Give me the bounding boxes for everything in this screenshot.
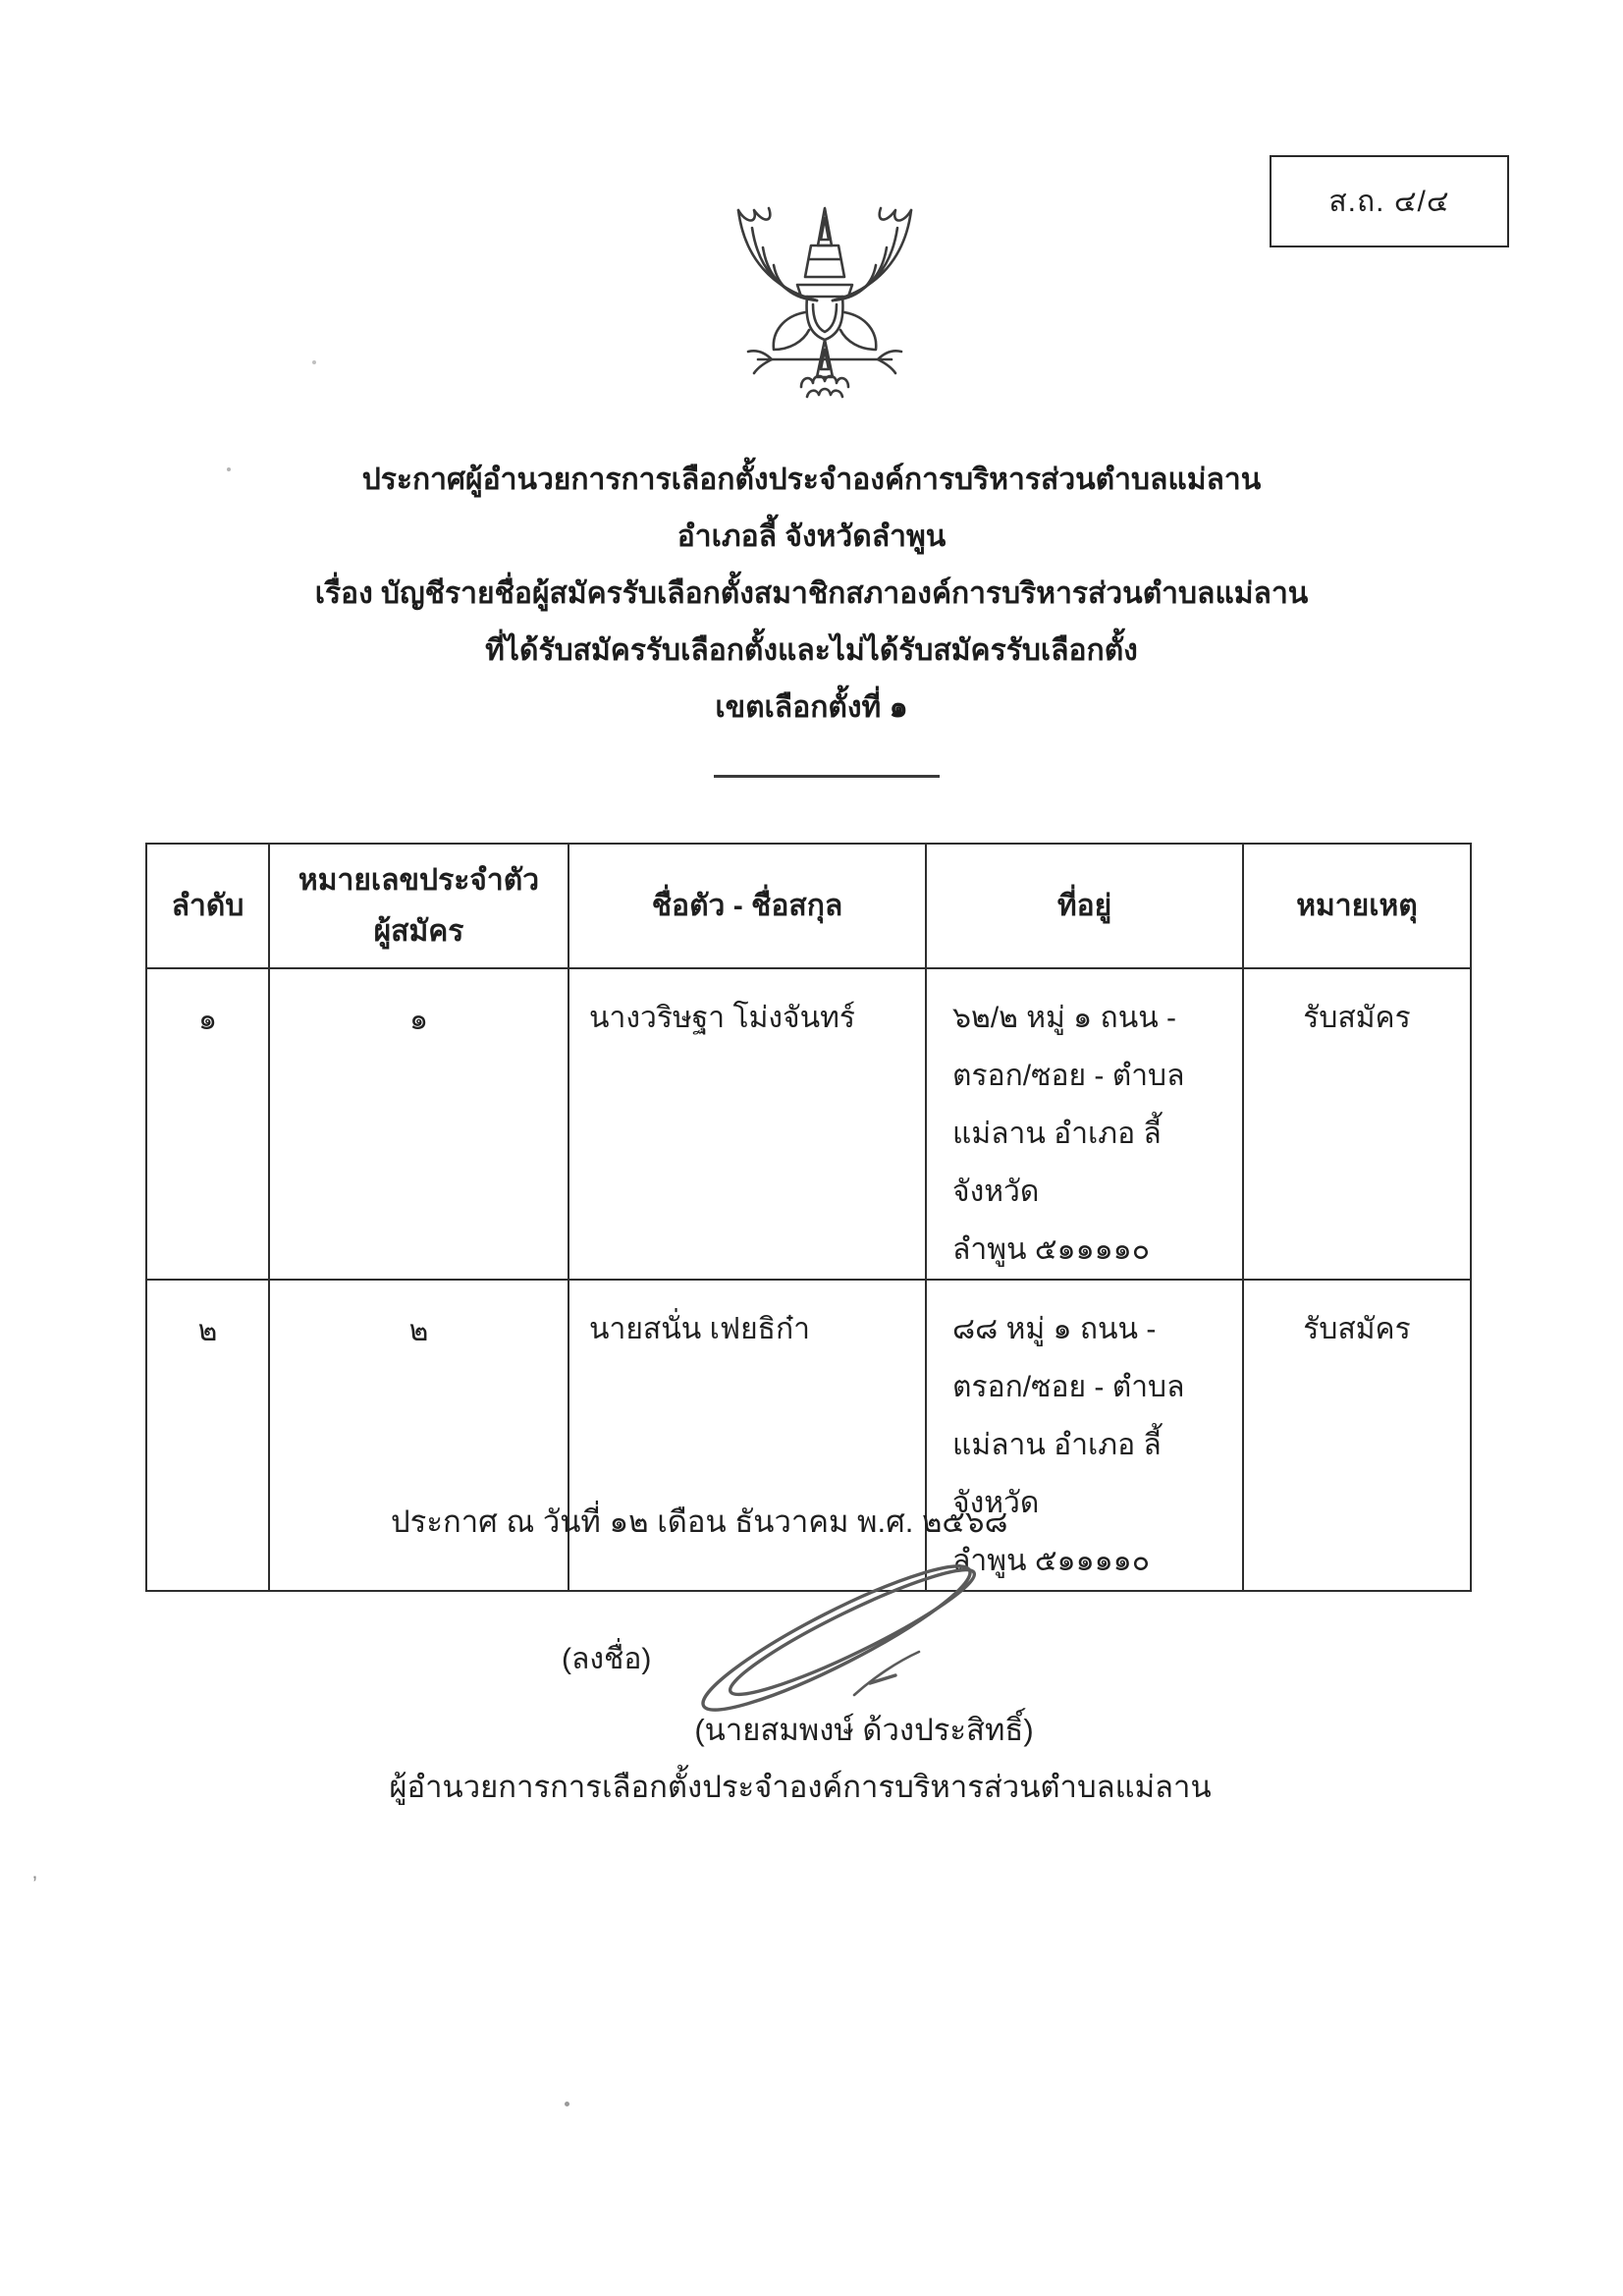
sign-label: (ลงชื่อ) [562, 1643, 652, 1675]
cell-address [926, 968, 1243, 1280]
title-line-subject: เรื่อง บัญชีรายชื่อผู้สมัครรับเลือกตั้งสมาชิกสภาองค์การบริหารส่วนตำบลแม่ลาน [314, 577, 1309, 610]
scan-speck [565, 2102, 569, 2106]
header-name: ชื่อตัว - ชื่อสกุล [568, 844, 926, 968]
address-line: ๘๘ หมู่ ๑ ถนน - [952, 1313, 1157, 1345]
title-line-district: อำเภอลี้ จังหวัดลำพูน [676, 520, 947, 553]
form-code-text: ส.ถ. ๔/๔ [1328, 185, 1450, 218]
cell-remark: รับสมัคร [1243, 968, 1471, 1280]
header-order: ลำดับ [146, 844, 269, 968]
title-line-announcement: ประกาศผู้อำนวยการการเลือกตั้งประจำองค์การบริหารส่วนตำบลแม่ลาน [361, 464, 1262, 496]
cell-remark: รับสมัคร [1243, 1280, 1471, 1591]
form-code-box [1270, 155, 1509, 247]
scan-speck: ’ [32, 1872, 37, 1896]
candidates-table [145, 843, 1472, 1592]
cell-candidate-number: ๑ [269, 968, 568, 1280]
header-address: ที่อยู่ [926, 844, 1243, 968]
address-line: ตรอก/ซอย - ตำบล [952, 1371, 1185, 1403]
address-line: ตรอก/ซอย - ตำบล [952, 1060, 1185, 1092]
cell-name: นางวริษฐา โม่งจันทร์ [568, 968, 926, 1280]
scan-speck [312, 360, 316, 364]
address-line: ลำพูน ๕๑๑๑๑๐ [952, 1233, 1151, 1266]
handwritten-signature [677, 1559, 1011, 1717]
table-row [146, 968, 1471, 1280]
signer-name: (นายสมพงษ์ ด้วงประสิทธิ์) [694, 1713, 1034, 1747]
cell-order: ๒ [146, 1280, 269, 1591]
table-header-row [146, 844, 1471, 968]
cell-name: นายสนั่น เฟยธิก๋า [568, 1280, 926, 1591]
address-line: แม่ลาน อำเภอ ลี้ จังหวัด [952, 1429, 1162, 1519]
cell-candidate-number: ๒ [269, 1280, 568, 1591]
title-line-zone: เขตเลือกตั้งที่ ๑ [715, 691, 908, 724]
header-candidate-number: หมายเลขประจำตัว ผู้สมัคร [269, 844, 568, 968]
header-remark: หมายเหตุ [1243, 844, 1471, 968]
title-separator-line [714, 775, 940, 778]
garuda-emblem-icon [715, 194, 935, 410]
signer-title: ผู้อำนวยการการเลือกตั้งประจำองค์การบริหารส่วนตำบลแม่ลาน [389, 1770, 1212, 1804]
title-line-accepted: ที่ได้รับสมัครรับเลือกตั้งและไม่ได้รับสมัครรับเลือกตั้ง [485, 634, 1138, 667]
address-line: ๖๒/๒ หมู่ ๑ ถนน - [952, 1002, 1177, 1034]
document-title-block [0, 452, 1623, 737]
address-line: ลำพูน ๕๑๑๑๑๐ [952, 1545, 1151, 1577]
scan-speck [227, 467, 231, 471]
announcement-date-line: ประกาศ ณ วันที่ ๑๒ เดือน ธันวาคม พ.ศ. ๒๕๖๘ [391, 1504, 1008, 1539]
address-line: แม่ลาน อำเภอ ลี้ จังหวัด [952, 1118, 1162, 1208]
cell-order: ๑ [146, 968, 269, 1280]
